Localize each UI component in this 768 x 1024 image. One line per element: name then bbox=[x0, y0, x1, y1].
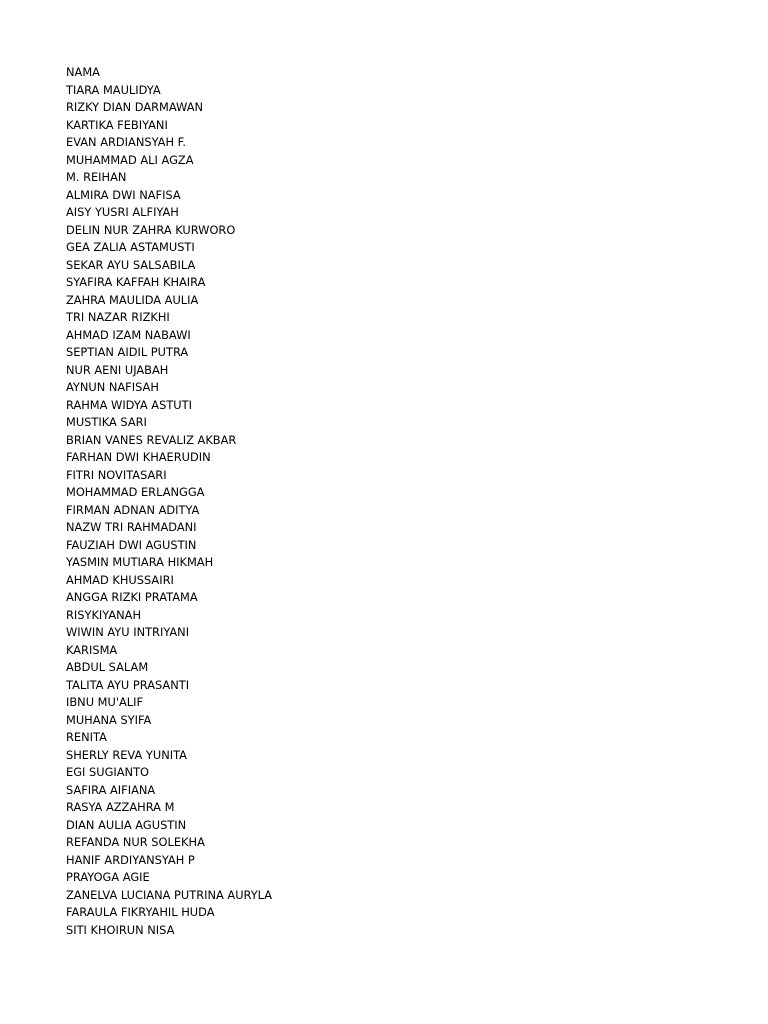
list-item: EVAN ARDIANSYAH F. bbox=[66, 135, 186, 149]
list-item: FARHAN DWI KHAERUDIN bbox=[66, 450, 211, 464]
list-item: NUR AENI UJABAH bbox=[66, 362, 169, 377]
list-item: WIWIN AYU INTRIYANI bbox=[66, 625, 190, 639]
list-item: M. REIHAN bbox=[66, 170, 127, 184]
list-item: ANGGA RIZKI PRATAMA bbox=[66, 590, 198, 604]
list-item: AISY YUSRI ALFIYAH bbox=[66, 205, 179, 219]
list-item: DIAN AULIA AGUSTIN bbox=[66, 817, 187, 832]
list-item: PRAYOGA AGIE bbox=[66, 870, 150, 884]
list-item: MUHAMMAD ALI AGZA bbox=[66, 152, 194, 167]
name-list bbox=[66, 82, 272, 940]
list-item: RASYA AZZAHRA M bbox=[66, 800, 175, 814]
list-item: TIARA MAULIDYA bbox=[66, 82, 161, 97]
list-item: SITI KHOIRUN NISA bbox=[66, 922, 175, 937]
list-item: SAFIRA AIFIANA bbox=[66, 782, 156, 797]
list-item: AHMAD KHUSSAIRI bbox=[66, 572, 174, 587]
list-item: GEA ZALIA ASTAMUSTI bbox=[66, 240, 195, 254]
list-item: RIZKY DIAN DARMAWAN bbox=[66, 100, 204, 114]
list-item: MOHAMMAD ERLANGGA bbox=[66, 485, 205, 499]
list-item: SHERLY REVA YUNITA bbox=[66, 747, 187, 762]
list-item: REFANDA NUR SOLEKHA bbox=[66, 835, 205, 849]
column-header: NAMA bbox=[66, 65, 100, 79]
list-item: DELIN NUR ZAHRA KURWORO bbox=[66, 222, 236, 237]
list-item: BRIAN VANES REVALIZ AKBAR bbox=[66, 432, 237, 447]
list-item: FARAULA FIKRYAHIL HUDA bbox=[66, 905, 215, 919]
list-item: KARTIKA FEBIYANI bbox=[66, 117, 168, 132]
list-item: RISYKIYANAH bbox=[66, 607, 142, 622]
list-item: FIRMAN ADNAN ADITYA bbox=[66, 502, 200, 517]
list-item: FITRI NOVITASARI bbox=[66, 467, 167, 482]
list-item: SEKAR AYU SALSABILA bbox=[66, 257, 196, 272]
list-item: TALITA AYU PRASANTI bbox=[66, 677, 190, 692]
list-item: YASMIN MUTIARA HIKMAH bbox=[66, 555, 214, 569]
list-item: ABDUL SALAM bbox=[66, 660, 149, 674]
list-item: ZAHRA MAULIDA AULIA bbox=[66, 292, 199, 307]
list-item: ZANELVA LUCIANA PUTRINA AURYLA bbox=[66, 887, 273, 902]
list-item: MUSTIKA SARI bbox=[66, 415, 147, 429]
list-item: AYNUN NAFISAH bbox=[66, 380, 159, 394]
list-item: AHMAD IZAM NABAWI bbox=[66, 327, 191, 342]
list-item: SEPTIAN AIDIL PUTRA bbox=[66, 345, 189, 359]
list-item: KARISMA bbox=[66, 642, 118, 657]
list-item: RENITA bbox=[66, 730, 107, 744]
list-item: RAHMA WIDYA ASTUTI bbox=[66, 397, 192, 412]
list-item: FAUZIAH DWI AGUSTIN bbox=[66, 537, 197, 552]
list-item: NAZW TRI RAHMADANI bbox=[66, 520, 197, 534]
list-item: HANIF ARDIYANSYAH P bbox=[66, 852, 195, 867]
list-item: IBNU MU'ALIF bbox=[66, 695, 143, 709]
list-item: ALMIRA DWI NAFISA bbox=[66, 187, 181, 202]
list-item: SYAFIRA KAFFAH KHAIRA bbox=[66, 275, 206, 289]
name-column bbox=[66, 64, 272, 939]
list-item: EGI SUGIANTO bbox=[66, 765, 149, 779]
list-item: TRI NAZAR RIZKHI bbox=[66, 310, 170, 324]
list-item: MUHANA SYIFA bbox=[66, 712, 152, 727]
